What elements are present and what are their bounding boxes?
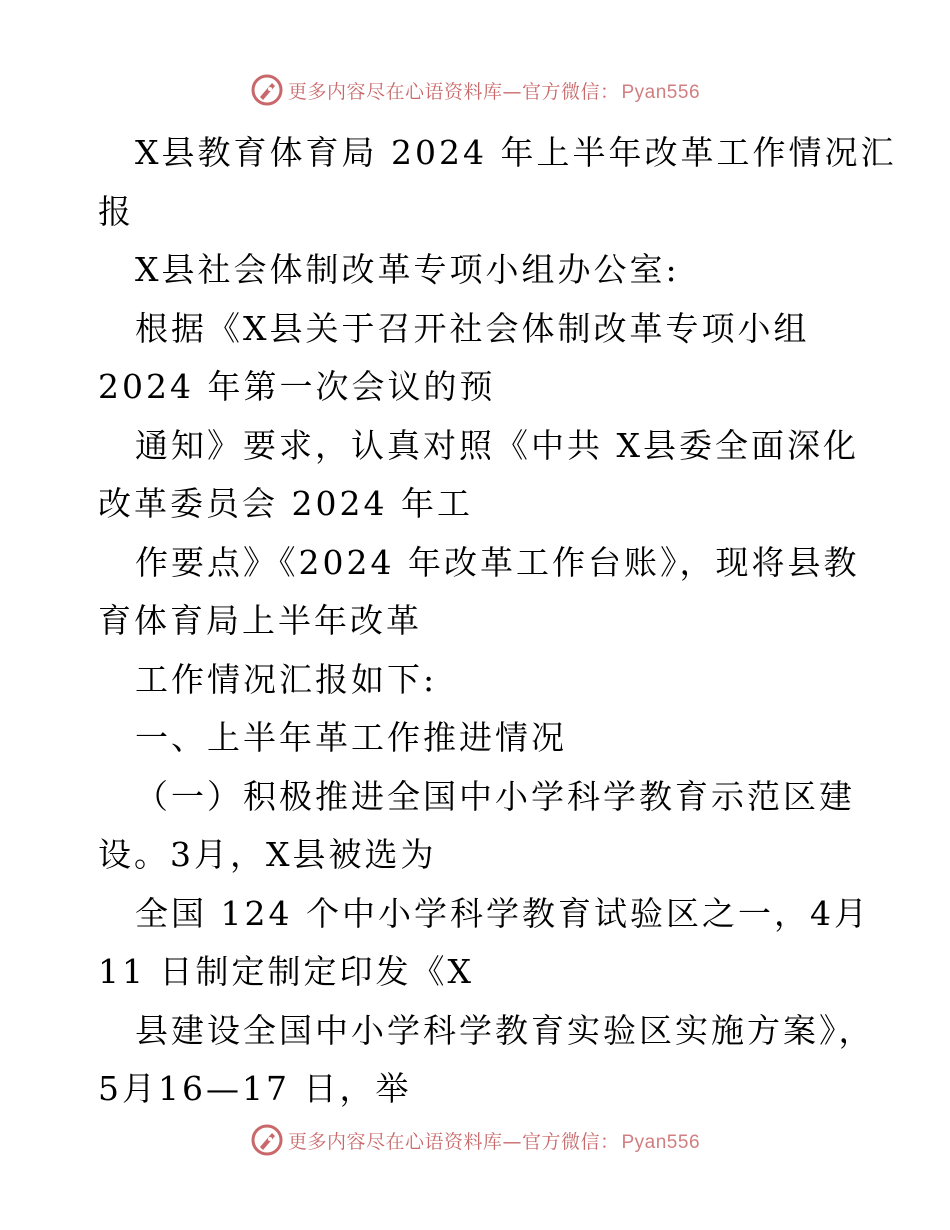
doc-paragraph-line: 全国 124 个中小学科学教育试验区之一，4月 [135, 893, 870, 933]
doc-paragraph-line: 11 日制定制定印发《X [98, 952, 474, 991]
watermark-separator: — [502, 80, 522, 103]
document-body [98, 124, 897, 1119]
doc-paragraph-line: 工作情况汇报如下: [135, 659, 438, 699]
doc-paragraph-line: 育体育局上半年改革 [98, 601, 422, 640]
doc-paragraph-line: （一）积极推进全国中小学科学教育示范区建 [135, 776, 855, 816]
watermark-main: 更多内容尽在心语资料库 [287, 80, 503, 103]
watermark-label: 官方微信： [521, 80, 620, 103]
watermark-id: Pyan556 [621, 1131, 701, 1153]
doc-paragraph-line: 根据《X县关于召开社会体制改革专项小组 [135, 308, 810, 348]
doc-title-line-2: 报 [98, 191, 134, 231]
pen-nib-logo-icon [250, 1123, 284, 1157]
doc-paragraph-line: 通知》要求，认真对照《中共 X县委全面深化 [135, 425, 859, 465]
doc-paragraph-line: 县建设全国中小学科学教育实验区实施方案》， [135, 1010, 875, 1050]
doc-title-line-1: X县教育体育局 2024 年上半年改革工作情况汇 [135, 133, 897, 172]
watermark-header [0, 70, 950, 110]
doc-paragraph-line: 改革委员会 2024 年工 [98, 484, 473, 523]
doc-paragraph-line: 设。3月，X县被选为 [98, 835, 437, 874]
doc-paragraph-line: 2024 年第一次会议的预 [98, 367, 496, 406]
section-heading: 一、上半年革工作推进情况 [135, 718, 567, 757]
doc-addressee: X县社会体制改革专项小组办公室: [135, 250, 680, 289]
watermark-text [288, 1127, 700, 1154]
watermark-separator: — [502, 1130, 522, 1153]
watermark-footer [0, 1120, 950, 1160]
doc-paragraph-line: 5月16—17 日，举 [98, 1069, 412, 1108]
watermark-label: 官方微信： [521, 1130, 620, 1153]
watermark-id: Pyan556 [621, 81, 701, 103]
doc-paragraph-line: 作要点》《2024 年改革工作台账》，现将县教 [135, 542, 860, 582]
watermark-main: 更多内容尽在心语资料库 [287, 1130, 503, 1153]
watermark-text [288, 77, 700, 104]
pen-nib-logo-icon [250, 73, 284, 107]
